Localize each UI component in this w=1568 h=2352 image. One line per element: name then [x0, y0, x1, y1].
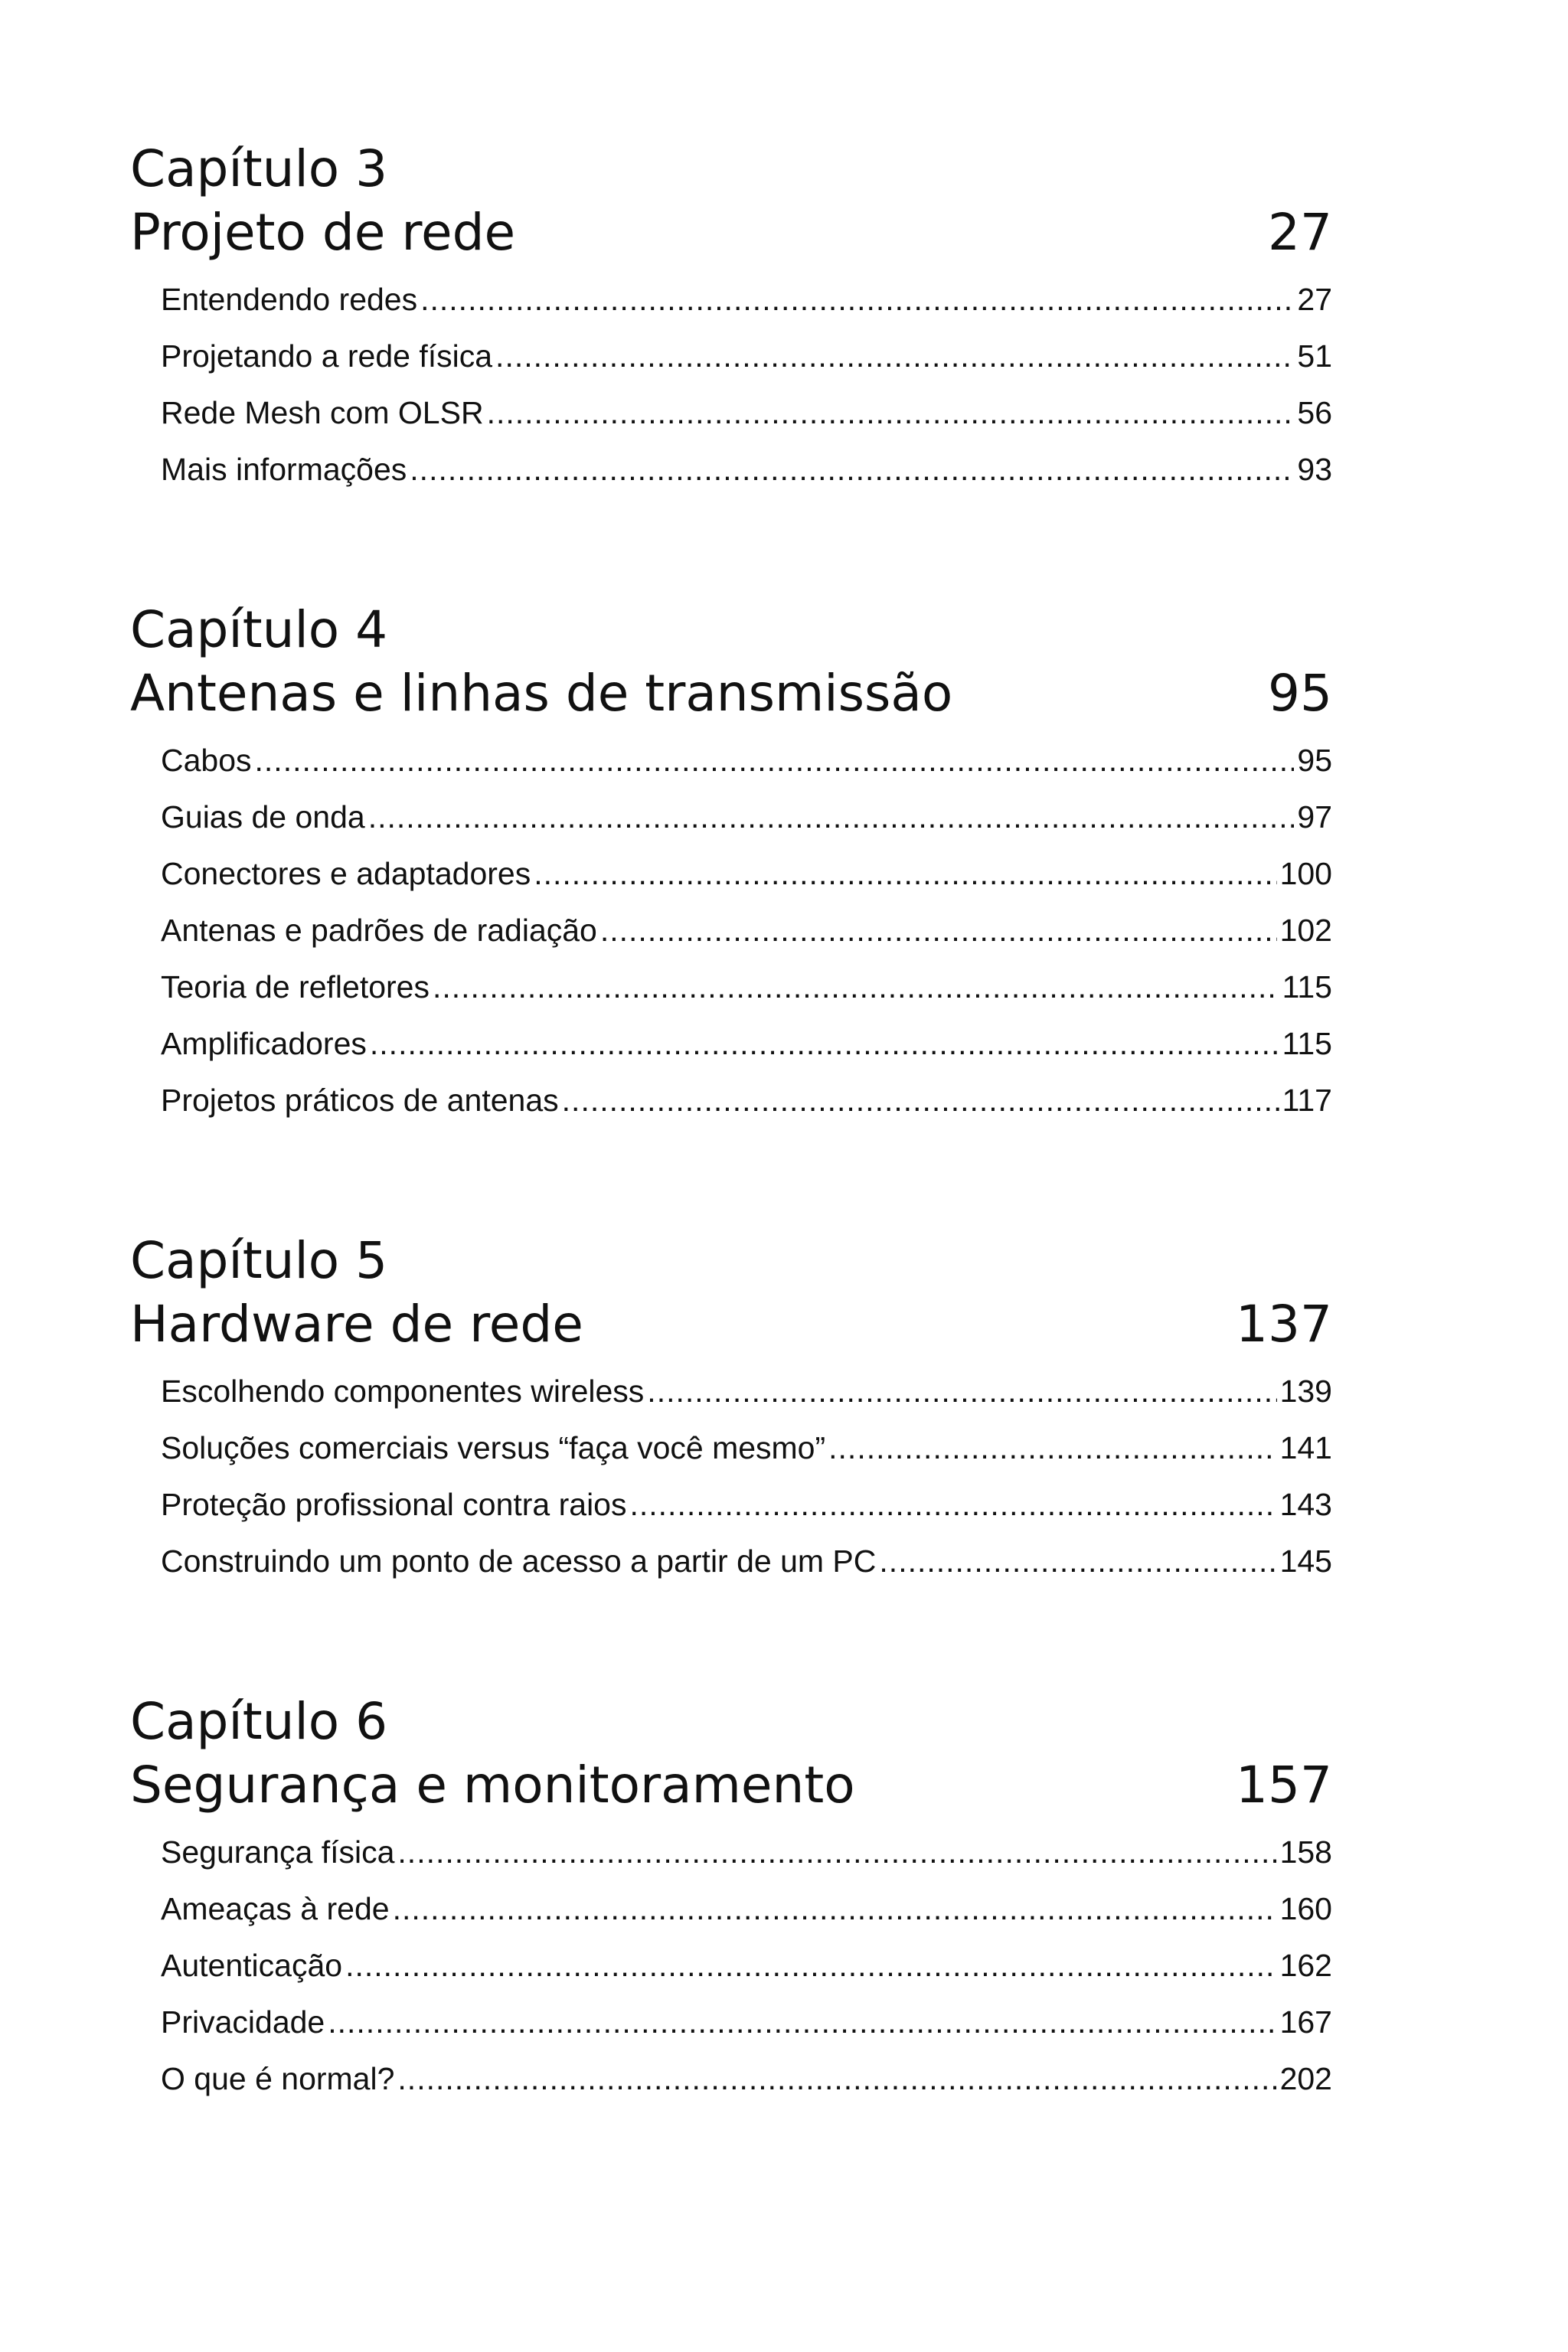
toc-entry-label: O que é normal? — [161, 2061, 395, 2096]
dot-leader — [397, 1824, 1276, 1880]
dot-leader — [495, 328, 1294, 384]
dot-leader — [410, 441, 1294, 498]
toc-entry-label: Escolhendo componentes wireless — [161, 1374, 645, 1409]
toc-entry[interactable] — [161, 959, 1332, 1015]
toc-entry[interactable] — [161, 845, 1332, 902]
toc-entry-page: 56 — [1297, 395, 1332, 430]
chapter-number: Capítulo 4 — [130, 600, 388, 659]
toc-entry[interactable] — [161, 271, 1332, 328]
dot-leader — [397, 2050, 1276, 2107]
toc-entry[interactable] — [161, 1419, 1332, 1476]
dot-leader — [647, 1363, 1276, 1419]
toc-entry-page: 139 — [1279, 1374, 1332, 1409]
dot-leader — [629, 1476, 1276, 1533]
chapter-title-row[interactable] — [130, 201, 1332, 265]
toc-entry[interactable] — [161, 732, 1332, 789]
toc-entry[interactable] — [161, 902, 1332, 959]
toc-entry-label: Conectores e adaptadores — [161, 856, 531, 891]
toc-entry-page: 160 — [1279, 1891, 1332, 1926]
toc-entry-page: 115 — [1282, 1026, 1332, 1061]
toc-entry-page: 162 — [1279, 1948, 1332, 1983]
toc-entry-page: 95 — [1297, 743, 1332, 778]
toc-entry-page: 143 — [1279, 1487, 1332, 1522]
toc-entry-page: 145 — [1279, 1544, 1332, 1579]
toc-entry-page: 202 — [1279, 2061, 1332, 2096]
toc-entry-label: Autenticação — [161, 1948, 343, 1983]
toc-entry[interactable] — [161, 384, 1332, 441]
chapter-number: Capítulo 3 — [130, 139, 388, 198]
section-list — [130, 732, 1332, 1129]
toc-entry-page: 51 — [1297, 338, 1332, 374]
dot-leader — [600, 902, 1277, 959]
toc-entry[interactable] — [161, 1476, 1332, 1533]
toc-entry[interactable] — [161, 1937, 1332, 1994]
dot-leader — [420, 271, 1294, 328]
toc-entry-page: 117 — [1282, 1083, 1332, 1118]
toc-entry-label: Teoria de refletores — [161, 969, 430, 1004]
toc-entry[interactable] — [161, 789, 1332, 845]
toc-entry[interactable] — [161, 1994, 1332, 2050]
toc-entry-page: 167 — [1279, 2004, 1332, 2040]
toc-entry-label: Privacidade — [161, 2004, 325, 2040]
dot-leader — [370, 1015, 1279, 1072]
toc-entry-label: Soluções comerciais versus “faça você mesmo” — [161, 1430, 826, 1465]
toc-entry-label: Amplificadores — [161, 1026, 367, 1061]
section-list — [130, 1363, 1332, 1589]
chapter-title: Projeto de rede — [130, 203, 516, 262]
dot-leader — [534, 845, 1276, 902]
toc-entry-label: Rede Mesh com OLSR — [161, 395, 484, 430]
table-of-contents-page — [130, 0, 1332, 2352]
chapter-title: Antenas e linhas de transmissão — [130, 664, 953, 723]
toc-entry[interactable] — [161, 328, 1332, 384]
toc-entry[interactable] — [161, 1072, 1332, 1129]
toc-entry-label: Mais informações — [161, 452, 407, 487]
chapter-3-section — [130, 138, 1332, 498]
dot-leader — [328, 1994, 1276, 2050]
dot-leader — [433, 959, 1279, 1015]
toc-entry[interactable] — [161, 2050, 1332, 2107]
dot-leader — [879, 1533, 1276, 1589]
toc-entry-page: 27 — [1297, 282, 1332, 317]
chapter-5-section — [130, 1230, 1332, 1589]
toc-entry-label: Guias de onda — [161, 799, 365, 835]
dot-leader — [393, 1880, 1277, 1937]
toc-entry-label: Entendendo redes — [161, 282, 418, 317]
chapter-number: Capítulo 5 — [130, 1231, 388, 1290]
toc-entry-label: Segurança física — [161, 1834, 395, 1870]
dot-leader — [828, 1419, 1276, 1476]
toc-entry[interactable] — [161, 1363, 1332, 1419]
chapter-page-number: 27 — [1268, 203, 1332, 262]
toc-entry[interactable] — [161, 441, 1332, 498]
toc-entry-label: Proteção profissional contra raios — [161, 1487, 627, 1522]
toc-entry-page: 115 — [1282, 969, 1332, 1004]
chapter-page-number: 157 — [1236, 1756, 1332, 1815]
chapter-title: Hardware de rede — [130, 1295, 583, 1354]
toc-entry[interactable] — [161, 1015, 1332, 1072]
chapter-title-row[interactable] — [130, 662, 1332, 726]
toc-entry[interactable] — [161, 1824, 1332, 1880]
dot-leader — [255, 732, 1295, 789]
toc-entry-label: Construindo um ponto de acesso a partir de um PC — [161, 1544, 877, 1579]
chapter-page-number: 95 — [1268, 664, 1332, 723]
section-list — [130, 271, 1332, 498]
toc-entry-page: 100 — [1279, 856, 1332, 891]
chapter-4-section — [130, 599, 1332, 1129]
section-list — [130, 1824, 1332, 2107]
chapter-title-row[interactable] — [130, 1753, 1332, 1818]
dot-leader — [368, 789, 1295, 845]
dot-leader — [562, 1072, 1279, 1129]
toc-entry-page: 97 — [1297, 799, 1332, 835]
chapter-6-section — [130, 1690, 1332, 2107]
toc-entry[interactable] — [161, 1880, 1332, 1937]
chapter-title-row[interactable] — [130, 1292, 1332, 1357]
toc-entry-page: 102 — [1279, 913, 1332, 948]
chapter-number: Capítulo 6 — [130, 1692, 388, 1751]
chapter-page-number: 137 — [1236, 1295, 1332, 1354]
toc-entry-label: Antenas e padrões de radiação — [161, 913, 597, 948]
toc-entry-page: 158 — [1279, 1834, 1332, 1870]
toc-entry-label: Ameaças à rede — [161, 1891, 390, 1926]
chapter-title: Segurança e monitoramento — [130, 1756, 855, 1815]
dot-leader — [487, 384, 1295, 441]
toc-entry-page: 141 — [1279, 1430, 1332, 1465]
dot-leader — [345, 1937, 1277, 1994]
toc-entry-label: Cabos — [161, 743, 252, 778]
toc-entry-label: Projetos práticos de antenas — [161, 1083, 559, 1118]
toc-entry-page: 93 — [1297, 452, 1332, 487]
toc-entry[interactable] — [161, 1533, 1332, 1589]
toc-entry-label: Projetando a rede física — [161, 338, 493, 374]
